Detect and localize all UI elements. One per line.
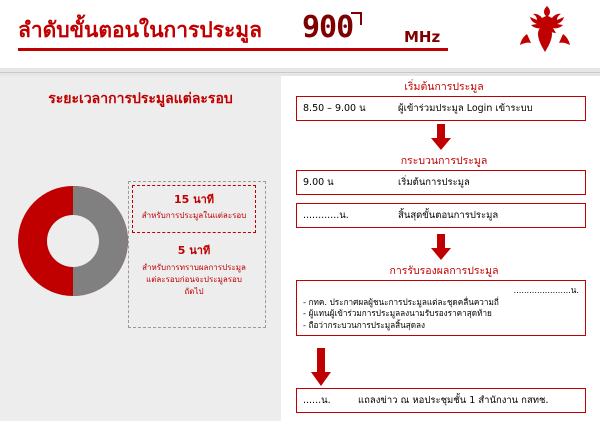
flow-stage4-row	[297, 389, 585, 412]
frequency-logo-number: 900	[302, 10, 354, 45]
flow-stage2-row-1	[297, 171, 585, 194]
flow-stage1-row	[297, 97, 585, 120]
flow-stage2-box-2	[296, 203, 586, 228]
flow-stage1-box	[296, 96, 586, 121]
flow-stage2-row-1-time: 9.00 น	[303, 177, 334, 188]
flow-stage2-box-1	[296, 170, 586, 195]
callout-5-min-sub-line1: สำหรับการทราบผลการประมูล	[142, 263, 246, 272]
flow-stage3-time: ......................น.	[513, 285, 579, 295]
donut-hole	[47, 215, 99, 267]
flow-stage3-content	[297, 281, 585, 335]
flow-arrow-3-icon	[310, 348, 332, 386]
flow-arrow-1-icon	[430, 124, 452, 150]
page-title: ลำดับขั้นตอนในการประมูล	[18, 18, 262, 42]
flow-stage3-box	[296, 280, 586, 336]
callout-5-min-heading: 5 นาที	[177, 244, 211, 257]
callout-5-min	[132, 239, 256, 319]
flow-stage2-row-2-time: ............น.	[303, 210, 349, 221]
flow-stage3-bullet-1: - กทค. ประกาศผลผู้ชนะการประมูลแต่ละชุดคลื่นความถี่	[303, 296, 499, 307]
left-panel-title: ระยะเวลาการประมูลแต่ละรอบ	[48, 91, 233, 107]
frequency-logo	[302, 10, 362, 45]
flow-stage2-row-2	[297, 204, 585, 227]
flow-stage2-label: กระบวนการประมูล	[400, 155, 488, 167]
flow-stage3-label: การรับรองผลการประมูล	[389, 265, 499, 277]
callout-5-min-sub-line2: แต่ละรอบก่อนจะประมูลรอบ	[146, 275, 242, 284]
round-duration-donut-chart	[18, 186, 128, 296]
flow-stage3-bullet-3: - ถือว่ากระบวนการประมูลสิ้นสุดลง	[303, 319, 426, 330]
flow-stage1-time: 8.50 – 9.00 น	[303, 103, 366, 114]
callout-5-min-sub	[132, 262, 256, 298]
flow-stage4-box	[296, 388, 586, 413]
flow-stage3-bullet-2: - ผู้แทนผู้เข้าร่วมการประมูลลงนามรับรองราคาสุดท้าย	[303, 308, 492, 318]
garuda-emblem-icon	[515, 4, 575, 60]
callout-15-min	[132, 185, 256, 233]
callout-5-min-sub-line3: ถัดไป	[184, 287, 204, 296]
callout-15-min-heading: 15 นาที	[173, 193, 215, 206]
flow-stage4-time: ......น.	[303, 395, 331, 406]
page-header	[0, 0, 600, 68]
flow-stage1-label: เริ่มต้นการประมูล	[404, 81, 484, 93]
frequency-logo-tick	[351, 12, 362, 25]
flow-stage4-text: แถลงข่าว ณ หอประชุมชั้น 1 สำนักงาน กสทช.	[358, 395, 549, 406]
auction-flow-diagram	[290, 76, 600, 421]
flow-stage2-row-2-text: สิ้นสุดขั้นตอนการประมูล	[398, 210, 499, 221]
frequency-unit-label: MHz	[404, 28, 441, 46]
left-panel	[0, 76, 281, 421]
header-divider-line	[0, 72, 600, 73]
title-underline	[18, 48, 448, 51]
flow-stage1-text: ผู้เข้าร่วมประมูล Login เข้าระบบ	[398, 103, 533, 114]
callout-15-min-sub: สำหรับการประมูลในแต่ละรอบ	[141, 211, 247, 220]
flow-stage2-row-1-text: เริ่มต้นการประมูล	[398, 177, 470, 188]
flow-arrow-2-icon	[430, 234, 452, 260]
